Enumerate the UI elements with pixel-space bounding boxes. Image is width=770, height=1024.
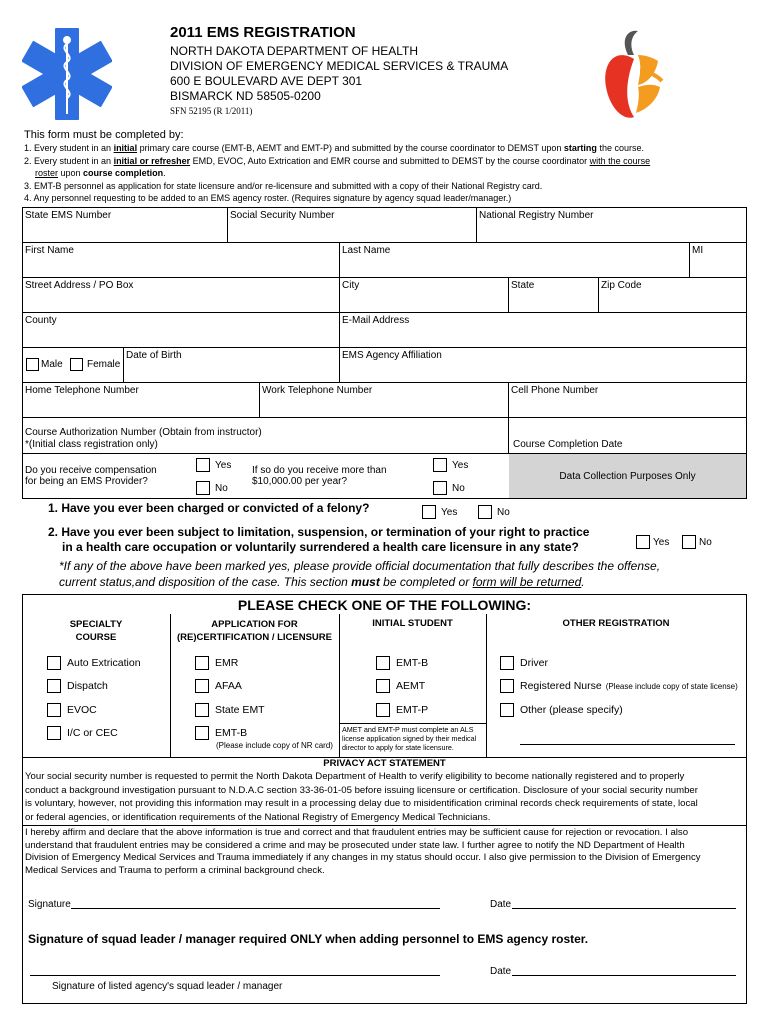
option-emr[interactable]: EMR	[195, 656, 238, 670]
limitation-question-line1: 2. Have you ever been subject to limitation, suspension, or termination of your right to practice	[48, 525, 590, 539]
option-driver[interactable]: Driver	[500, 656, 548, 670]
certification-header: APPLICATION FOR (RE)CERTIFICATION / LICENSURE	[177, 619, 332, 643]
affirmation-text: I hereby affirm and declare that the above information is true and correct and that fraudulent entries may be sufficient cause for rejection or revocation. I also understand that fraudulent entries may be considered a crime and may be prosecuted under state law. I further agree to notify the ND Department of Health Division of Emergency Medical Services and Trauma immediately if any changes in my status should occur. I also give permission to the Division of Emergency Medical Services and Trauma to perform a criminal background check.	[25, 827, 701, 876]
address-line-1: NORTH DAKOTA DEPARTMENT OF HEALTH	[170, 44, 419, 58]
date-label: Date	[490, 899, 512, 910]
felony-question: 1. Have you ever been charged or convicted of a felony?	[48, 501, 370, 515]
date2-line[interactable]	[512, 975, 736, 976]
checkbox[interactable]	[70, 358, 83, 371]
documentation-note-line1: *If any of the above have been marked yes, please provide official documentation that fully describes the offense,	[59, 559, 661, 573]
option-emt-b-cert[interactable]: EMT-B	[195, 726, 247, 740]
compensation-no[interactable]: No	[196, 481, 228, 495]
state-field[interactable]: State	[511, 280, 535, 291]
course-auth-field[interactable]: Course Authorization Number (Obtain from instructor)	[25, 427, 262, 438]
instruction-4: 4. Any personnel requesting to be added to an EMS agency roster. (Requires signature by agency squad leader/manager.)	[24, 193, 512, 203]
option-emt-p[interactable]: EMT-P	[376, 703, 428, 717]
option-state-emt[interactable]: State EMT	[195, 703, 265, 717]
option-auto-extrication[interactable]: Auto Extrication	[47, 656, 141, 670]
option-emt-b-initial[interactable]: EMT-B	[376, 656, 428, 670]
ems-agency-field[interactable]: EMS Agency Affiliation	[342, 350, 442, 361]
home-phone-field[interactable]: Home Telephone Number	[25, 385, 139, 396]
address-line-4: BISMARCK ND 58505-0200	[170, 89, 321, 103]
date2-label: Date	[490, 966, 512, 977]
felony-no[interactable]: No	[478, 505, 510, 519]
compensation-question: Do you receive compensation for being an EMS Provider?	[25, 465, 157, 487]
more-than-yes[interactable]: Yes	[433, 458, 468, 472]
mi-field[interactable]: MI	[692, 245, 704, 256]
specialty-header: SPECIALTY COURSE	[69, 619, 123, 643]
form-title: 2011 EMS REGISTRATION	[170, 24, 356, 41]
street-address-field[interactable]: Street Address / PO Box	[25, 280, 134, 291]
date-of-birth-field[interactable]: Date of Birth	[126, 350, 182, 361]
limitation-yes[interactable]: Yes	[636, 535, 669, 549]
star-of-life-logo	[22, 22, 112, 122]
more-than-question: If so do you receive more than $10,000.00 per year?	[252, 465, 387, 487]
state-ems-number-field[interactable]: State EMS Number	[25, 210, 112, 221]
signature-line[interactable]	[71, 908, 440, 909]
option-ic-cec[interactable]: I/C or CEC	[47, 726, 118, 740]
city-field[interactable]: City	[342, 280, 360, 291]
more-than-no[interactable]: No	[433, 481, 465, 495]
checkbox[interactable]	[26, 358, 39, 371]
male-checkbox[interactable]: Male	[26, 358, 63, 371]
squad-leader-heading: Signature of squad leader / manager required ONLY when adding personnel to EMS agency roster.	[28, 932, 589, 946]
course-completion-field[interactable]: Course Completion Date	[513, 439, 623, 450]
checklist-heading: PLEASE CHECK ONE OF THE FOLLOWING:	[237, 597, 532, 613]
ssn-field[interactable]: Social Security Number	[230, 210, 335, 221]
option-aemt[interactable]: AEMT	[376, 679, 425, 693]
address-line-3: 600 E BOULEVARD AVE DEPT 301	[170, 74, 363, 88]
limitation-question-line2: in a health care occupation or voluntarily surrendered a health care licensure in any state?	[62, 540, 579, 554]
privacy-text: Your social security number is requested to permit the North Dakota Department of Health to verify eligibility to become nationally registered and to properly conduct a background investigation pursuant to N.D.A.C section 33-36-01-05 before issuing licensure or certification. Disclosure of your social security number is voluntary, however, not providing this information may result in a processing delay due to misidentification criminal records check requirements of state, local or federal agencies, or identification requirements of the National Registry of Emergency Medical Technicians.	[25, 771, 698, 823]
option-dispatch[interactable]: Dispatch	[47, 679, 108, 693]
option-other[interactable]: Other (please specify)	[500, 703, 623, 717]
first-name-field[interactable]: First Name	[25, 245, 74, 256]
work-phone-field[interactable]: Work Telephone Number	[262, 385, 373, 396]
felony-yes[interactable]: Yes	[422, 505, 457, 519]
instruction-2-cont: roster upon course completion.	[35, 168, 166, 178]
instruction-2: 2. Every student in an initial or refresher EMD, EVOC, Auto Extrication and EMR course and submitted to DEMST by the course coordinator with the course	[24, 156, 651, 166]
privacy-heading: PRIVACY ACT STATEMENT	[323, 758, 446, 769]
date-line[interactable]	[512, 908, 736, 909]
instructions-intro: This form must be completed by:	[24, 129, 184, 141]
national-registry-field[interactable]: National Registry Number	[479, 210, 594, 221]
option-afaa[interactable]: AFAA	[195, 679, 242, 693]
option-evoc[interactable]: EVOC	[47, 703, 97, 717]
other-specify-line[interactable]	[520, 744, 735, 745]
last-name-field[interactable]: Last Name	[342, 245, 391, 256]
address-line-2: DIVISION OF EMERGENCY MEDICAL SERVICES & TRAUMA	[170, 59, 509, 73]
cell-phone-field[interactable]: Cell Phone Number	[511, 385, 599, 396]
compensation-yes[interactable]: Yes	[196, 458, 231, 472]
signature-label: Signature	[28, 899, 71, 910]
initial-student-header: INITIAL STUDENT	[372, 618, 453, 629]
instruction-1: 1. Every student in an initial primary care course (EMT-B, AEMT and EMT-P) and submitted by the course coordinator to DEMST upon starting the course.	[24, 143, 644, 153]
squad-signature-label: Signature of listed agency's squad leader / manager	[52, 981, 283, 992]
als-note: AMET and EMT-P must complete an ALS license application signed by their medical director to apply for state licensure.	[342, 725, 477, 752]
email-field[interactable]: E-Mail Address	[342, 315, 410, 326]
form-number: SFN 52195 (R 1/2011)	[170, 106, 253, 116]
health-department-logo	[600, 25, 670, 125]
zip-code-field[interactable]: Zip Code	[601, 280, 642, 291]
option-registered-nurse[interactable]: Registered Nurse (Please include copy of state license)	[500, 679, 738, 693]
squad-signature-line[interactable]	[30, 975, 440, 976]
course-auth-note: *(Initial class registration only)	[25, 439, 158, 450]
limitation-no[interactable]: No	[682, 535, 712, 549]
other-registration-header: OTHER REGISTRATION	[562, 618, 670, 629]
female-checkbox[interactable]: Female	[70, 358, 120, 371]
county-field[interactable]: County	[25, 315, 57, 326]
data-collection-label: Data Collection Purposes Only	[559, 471, 696, 482]
documentation-note-line2: current status,and disposition of the case. This section must be completed or form will be returned.	[59, 575, 585, 589]
instruction-3: 3. EMT-B personnel as application for state licensure and/or re-licensure and submitted with a copy of their National Registry card.	[24, 181, 543, 191]
nr-card-note: (Please include copy of NR card)	[216, 741, 333, 750]
